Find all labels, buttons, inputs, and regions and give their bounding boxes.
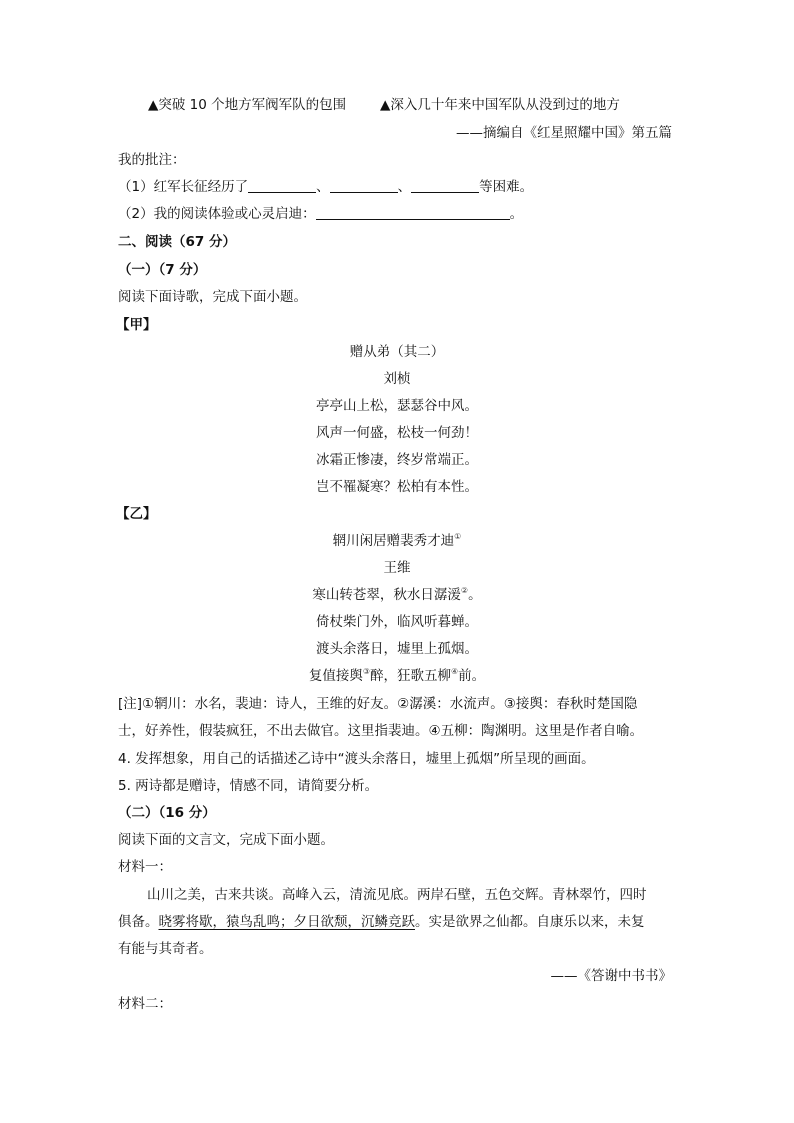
footnote-marker: ③ <box>362 667 370 676</box>
poem-jia-marker: 【甲】 <box>116 317 157 333</box>
footnote-marker: ② <box>460 586 469 595</box>
separator: 、 <box>397 179 412 195</box>
poem-yi-line-1-a: 寒山转苍翠，秋水日潺湲 <box>312 587 461 603</box>
material1-source: ——《答谢中书书》 <box>550 968 672 984</box>
poem-jia-line: 亭亭山上松，瑟瑟谷中风。 <box>316 398 478 414</box>
annotation-q1 <box>118 178 533 196</box>
footnote-marker: ④ <box>451 667 459 676</box>
answer-blank-4[interactable] <box>316 205 510 220</box>
poem-yi-line-3: 渡头余落日，墟里上孤烟。 <box>316 641 478 657</box>
poem-yi-title-text: 辋川闲居赠裴秀才迪 <box>332 533 455 549</box>
footnote-marker: ① <box>454 532 462 541</box>
material1-text: 俱备。 <box>118 914 159 930</box>
poem-yi-line-1 <box>0 586 794 604</box>
annotation-heading: 我的批注： <box>118 152 186 168</box>
poem-jia-author: 刘桢 <box>383 371 411 387</box>
annotation-q2-suffix: 。 <box>509 206 524 222</box>
poem-yi-author: 王维 <box>383 560 411 576</box>
question-4: 4. 发挥想象，用自己的话描述乙诗中“渡头余落日，墟里上孤烟”所呈现的画面。 <box>118 751 595 767</box>
material1-label: 材料一： <box>118 859 172 875</box>
material1-paragraph-line: 山川之美，古来共谈。高峰入云，清流见底。两岸石壁，五色交辉。青林翠竹，四时 <box>147 887 647 903</box>
material1-paragraph-line: 有能与其奇者。 <box>118 941 213 957</box>
poem-jia-line: 风声一何盛，松枝一何劲！ <box>316 425 478 441</box>
top-item-1: ▲突破 10 个地方军阀军队的包围 <box>148 97 347 113</box>
answer-blank-3[interactable] <box>411 178 479 193</box>
poem-jia-title: 赠从弟（其二） <box>349 344 445 360</box>
part1-heading: （一）（7 分） <box>118 262 207 278</box>
poem-yi-line-2: 倚杖柴门外，临风听暮蝉。 <box>316 614 478 630</box>
part2-instruction: 阅读下面的文言文，完成下面小题。 <box>118 832 334 848</box>
poem-yi-line-4-b: 醉，狂歌五柳 <box>370 668 451 684</box>
section-heading: 二、阅读（67 分） <box>118 234 236 250</box>
poem-yi-line-4-c: 前。 <box>458 668 486 684</box>
poem-yi-line-1-b: 。 <box>468 587 482 603</box>
annotation-q1-prefix: （1）红军长征经历了 <box>118 179 249 195</box>
poem-yi-line-4 <box>0 667 794 685</box>
part1-instruction: 阅读下面诗歌，完成下面小题。 <box>118 289 307 305</box>
annotation-q2-prefix: （2）我的阅读体验或心灵启迪： <box>118 206 316 222</box>
notes-line-1: [注]①辋川：水名，裴迪：诗人，王维的好友。②潺溪：水流声。③接舆：春秋时楚国隐 <box>118 696 638 712</box>
top-source: ——摘编自《红星照耀中国》第五篇 <box>456 125 672 141</box>
underlined-sentence: 晓雾将歇，猿鸟乱鸣；夕日欲颓，沉鳞竞跃 <box>158 914 415 930</box>
notes-line-2: 士，好养性，假装疯狂，不出去做官。这里指裴迪。④五柳：陶渊明。这里是作者自喻。 <box>118 723 644 739</box>
material1-text: 。实是欲界之仙都。自康乐以来，未复 <box>415 914 645 930</box>
answer-blank-2[interactable] <box>330 178 398 193</box>
top-item-2: ▲深入几十年来中国军队从没到过的地方 <box>380 97 620 113</box>
annotation-q2 <box>118 205 523 223</box>
part2-heading: （二）（16 分） <box>118 805 216 821</box>
annotation-q1-suffix: 等困难。 <box>479 179 534 195</box>
poem-jia-line: 岂不罹凝寒？松柏有本性。 <box>316 479 478 495</box>
question-5: 5. 两诗都是赠诗，情感不同，请简要分析。 <box>118 778 379 794</box>
poem-yi-title <box>0 532 794 550</box>
poem-yi-marker: 【乙】 <box>116 506 157 522</box>
separator: 、 <box>316 179 330 195</box>
answer-blank-1[interactable] <box>248 178 316 193</box>
material1-paragraph-line <box>118 913 645 931</box>
material2-label: 材料二： <box>118 996 172 1012</box>
poem-jia-line: 冰霜正惨凄，终岁常端正。 <box>316 452 478 468</box>
poem-yi-line-4-a: 复值接舆 <box>308 668 363 684</box>
